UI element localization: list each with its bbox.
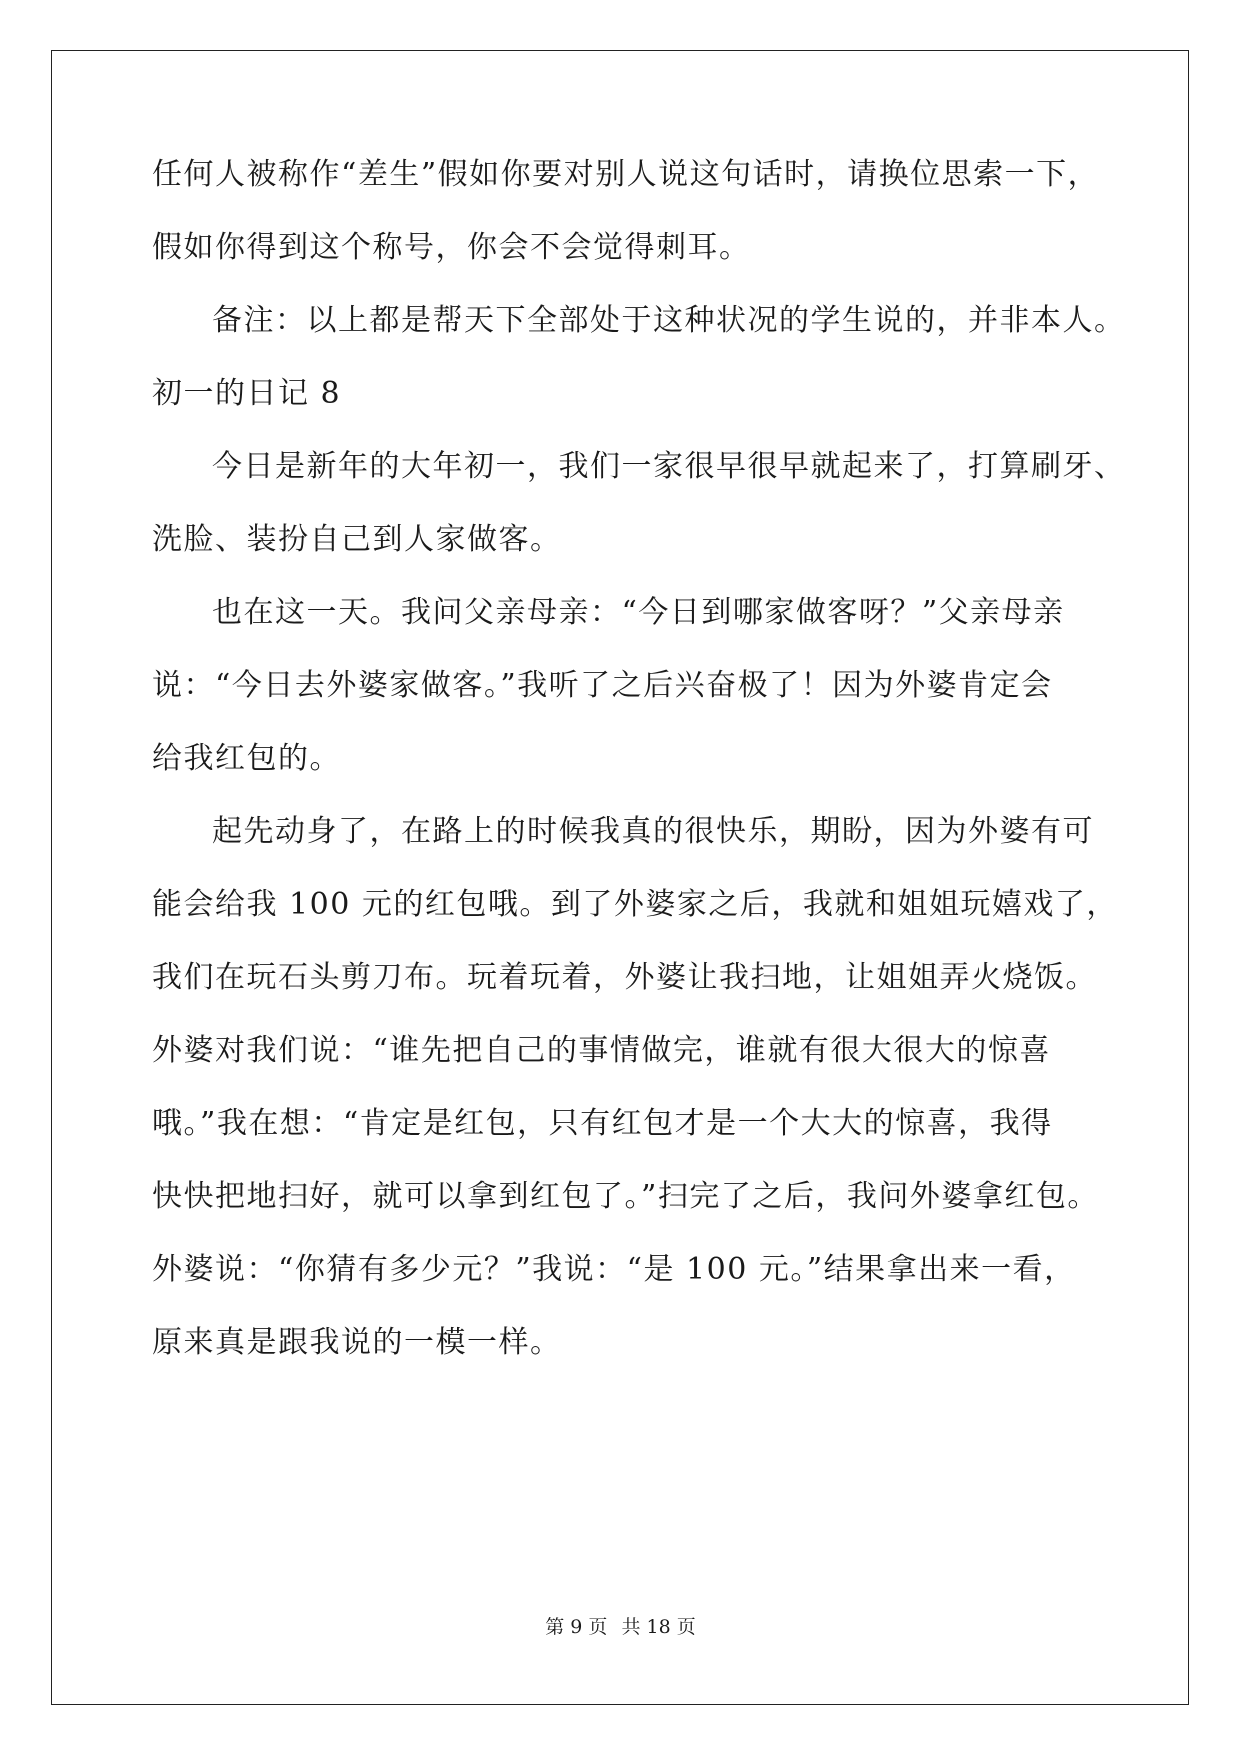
text-line-14: 哦。”我在想：“肯定是红包，只有红包才是一个大大的惊喜，我得 <box>152 1106 1053 1141</box>
text-line-16: 外婆说：“你猜有多少元？”我说：“是 100 元。”结果拿出来一看， <box>152 1252 1076 1287</box>
text-line-9: 给我红包的。 <box>152 741 341 776</box>
text-line-12: 我们在玩石头剪刀布。玩着玩着，外婆让我扫地，让姐姐弄火烧饭。 <box>152 960 1097 995</box>
page-footer <box>0 1612 1241 1639</box>
text-line-2: 假如你得到这个称号，你会不会觉得刺耳。 <box>152 230 751 265</box>
text-line-3: 备注：以上都是帮天下全部处于这种状况的学生说的，并非本人。 <box>212 303 1126 338</box>
text-line-8: 说：“今日去外婆家做客。”我听了之后兴奋极了！因为外婆肯定会 <box>152 668 1053 703</box>
text-line-17: 原来真是跟我说的一模一样。 <box>152 1325 562 1360</box>
page-number: 第 9 页 <box>545 1616 608 1638</box>
text-line-11: 能会给我 100 元的红包哦。到了外婆家之后，我就和姐姐玩嬉戏了， <box>152 887 1118 922</box>
text-line-15: 快快把地扫好，就可以拿到红包了。”扫完了之后，我问外婆拿红包。 <box>152 1179 1099 1214</box>
page-border <box>51 50 1189 1705</box>
text-line-13: 外婆对我们说：“谁先把自己的事情做完，谁就有很大很大的惊喜 <box>152 1033 1051 1068</box>
text-line-1: 任何人被称作“差生”假如你要对别人说这句话时，请换位思索一下， <box>152 157 1100 192</box>
text-line-10: 起先动身了，在路上的时候我真的很快乐，期盼，因为外婆有可 <box>212 814 1094 849</box>
text-line-5: 今日是新年的大年初一，我们一家很早很早就起来了，打算刷牙、 <box>212 449 1126 484</box>
text-line-6: 洗脸、装扮自己到人家做客。 <box>152 522 562 557</box>
page-total: 共 18 页 <box>621 1616 696 1638</box>
section-heading: 初一的日记 8 <box>152 376 342 411</box>
text-line-7: 也在这一天。我问父亲母亲：“今日到哪家做客呀？”父亲母亲 <box>212 595 1065 630</box>
